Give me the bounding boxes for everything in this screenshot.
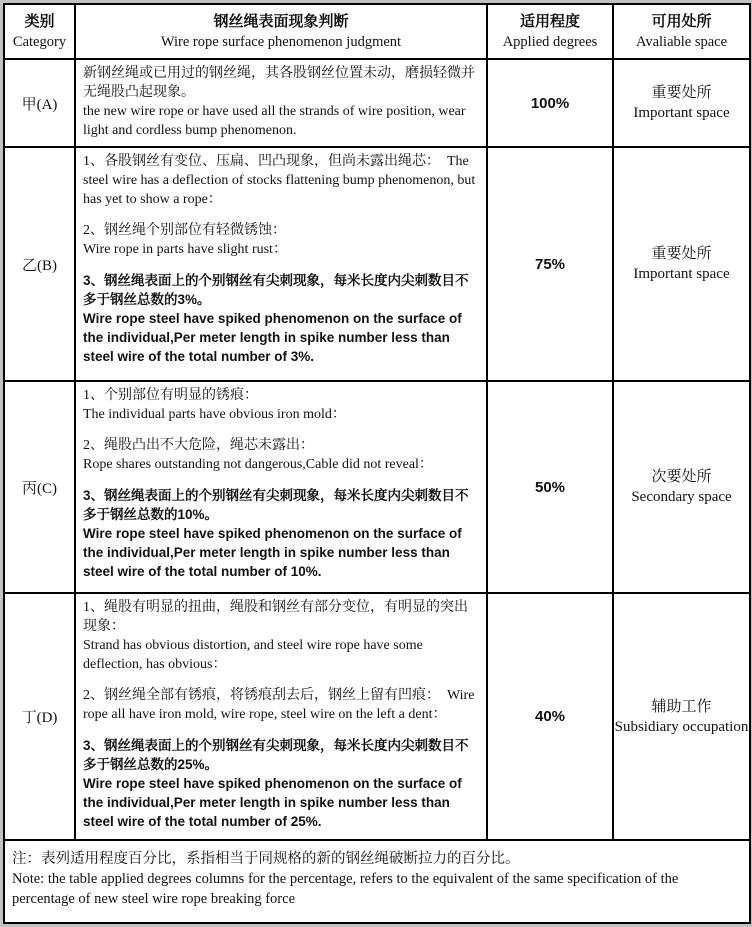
judgment-paragraph: Strand has obvious distortion, and steel wire rope have some deflection, has obvious：: [83, 638, 427, 672]
space-en: Important space: [633, 266, 730, 282]
space-zh: 重要处所: [651, 246, 712, 262]
space-en: Subsidiary occupation: [614, 718, 749, 735]
judgment-paragraph: 2、绳股凸出不大危险，绳芯未露出：: [83, 438, 314, 453]
header-cell-applied: [487, 4, 613, 59]
judgment-paragraph: Wire rope steel have spiked phenomenon on the surface of the individual,Per meter length in spike number less than steel wire of the total number of 25%.: [83, 776, 466, 829]
applied-cell-a: 100%: [487, 59, 613, 147]
category-cell-d: 丁(D): [4, 593, 75, 840]
header-applied-zh: 适用程度: [519, 13, 580, 30]
judgment-cell-a: [75, 59, 487, 147]
wire-rope-judgment-table: [3, 3, 751, 924]
category-cell-c: 丙(C): [4, 381, 75, 593]
judgment-paragraph: 1、个别部位有明显的锈痕：: [83, 388, 258, 403]
judgment-paragraph: 3、钢丝绳表面上的个别钢丝有尖刺现象，每米长度内尖刺数目不多于钢丝总数的3%。: [83, 273, 469, 307]
header-category-en: Category: [12, 33, 67, 50]
judgment-paragraph: Wire rope steel have spiked phenomenon on the surface of the individual,Per meter length in spike number less than steel wire of the total number of 10%.: [83, 526, 466, 579]
table-row-b: [4, 147, 750, 381]
judgment-paragraph: Rope shares outstanding not dangerous,Cable did not reveal：: [83, 457, 433, 472]
space-cell-d: [613, 593, 750, 840]
judgment-paragraph: 2、钢丝绳个别部位有轻微锈蚀：: [83, 223, 286, 238]
header-row: [4, 4, 750, 59]
note-en: Note: the table applied degrees columns for the percentage, refers to the equivalent of the same specification of the percentage of new steel wire rope breaking force: [12, 871, 682, 907]
judgment-paragraph: Wire rope steel have spiked phenomenon on the surface of the individual,Per meter length in spike number less than steel wire of the total number of 3%.: [83, 311, 466, 364]
judgment-cell-c: [75, 381, 487, 593]
header-judgment-en: Wire rope surface phenomenon judgment: [160, 33, 402, 50]
header-space-en: Avaliable space: [635, 33, 728, 50]
applied-cell-b: 75%: [487, 147, 613, 381]
space-zh: 重要处所: [651, 85, 712, 101]
space-en: Secondary space: [631, 489, 732, 505]
header-cell-category: [4, 4, 75, 59]
header-cell-space: [613, 4, 750, 59]
judgment-cell-b: [75, 147, 487, 381]
judgment-paragraph: 1、绳股有明显的扭曲，绳股和钢丝有部分变位，有明显的突出现象：: [83, 600, 468, 634]
space-cell-b: [613, 147, 750, 381]
header-applied-en: Applied degrees: [502, 33, 598, 50]
judgment-paragraph: 新钢丝绳或已用过的钢丝绳，其各股钢丝位置未动，磨损轻微并无绳股凸起现象。: [83, 66, 475, 100]
header-space-zh: 可用处所: [651, 13, 712, 30]
header-category-zh: 类别: [24, 13, 55, 30]
judgment-paragraph: 3、钢丝绳表面上的个别钢丝有尖刺现象，每米长度内尖刺数目不多于钢丝总数的25%。: [83, 738, 469, 772]
header-judgment-zh: 钢丝绳表面现象判断: [213, 13, 349, 30]
table-row-d: [4, 593, 750, 840]
judgment-paragraph: the new wire rope or have used all the strands of wire position, wear light and cordless bump phenomenon.: [83, 104, 470, 138]
judgment-paragraph: 1、各股钢丝有变位、压扁、凹凸现象，但尚未露出绳芯： The steel wire has a deflection of stocks flattening bump phenomenon, but has yet to show a rope：: [83, 154, 479, 207]
header-cell-judgment: [75, 4, 487, 59]
applied-cell-c: 50%: [487, 381, 613, 593]
table-row-c: [4, 381, 750, 593]
space-zh: 次要处所: [651, 469, 712, 485]
category-cell-b: 乙(B): [4, 147, 75, 381]
note-row: [4, 840, 750, 923]
note-cell: [4, 840, 750, 923]
judgment-paragraph: The individual parts have obvious iron mold：: [83, 407, 346, 422]
judgment-cell-d: [75, 593, 487, 840]
space-zh: 辅助工作: [651, 698, 712, 715]
judgment-paragraph: 2、钢丝绳全部有锈痕，将锈痕刮去后，钢丝上留有凹痕： Wire rope all have iron mold, wire rope, steel wire on the left a dent：: [83, 688, 478, 722]
table-row-a: [4, 59, 750, 147]
note-zh: 注：表列适用程度百分比，系指相当于同规格的新的钢丝绳破断拉力的百分比。: [12, 851, 520, 867]
space-cell-c: [613, 381, 750, 593]
judgment-paragraph: 3、钢丝绳表面上的个别钢丝有尖刺现象，每米长度内尖刺数目不多于钢丝总数的10%。: [83, 488, 469, 522]
space-en: Important space: [633, 105, 730, 121]
space-cell-a: [613, 59, 750, 147]
applied-cell-d: 40%: [487, 593, 613, 840]
judgment-paragraph: Wire rope in parts have slight rust：: [83, 242, 287, 257]
category-cell-a: 甲(A): [4, 59, 75, 147]
